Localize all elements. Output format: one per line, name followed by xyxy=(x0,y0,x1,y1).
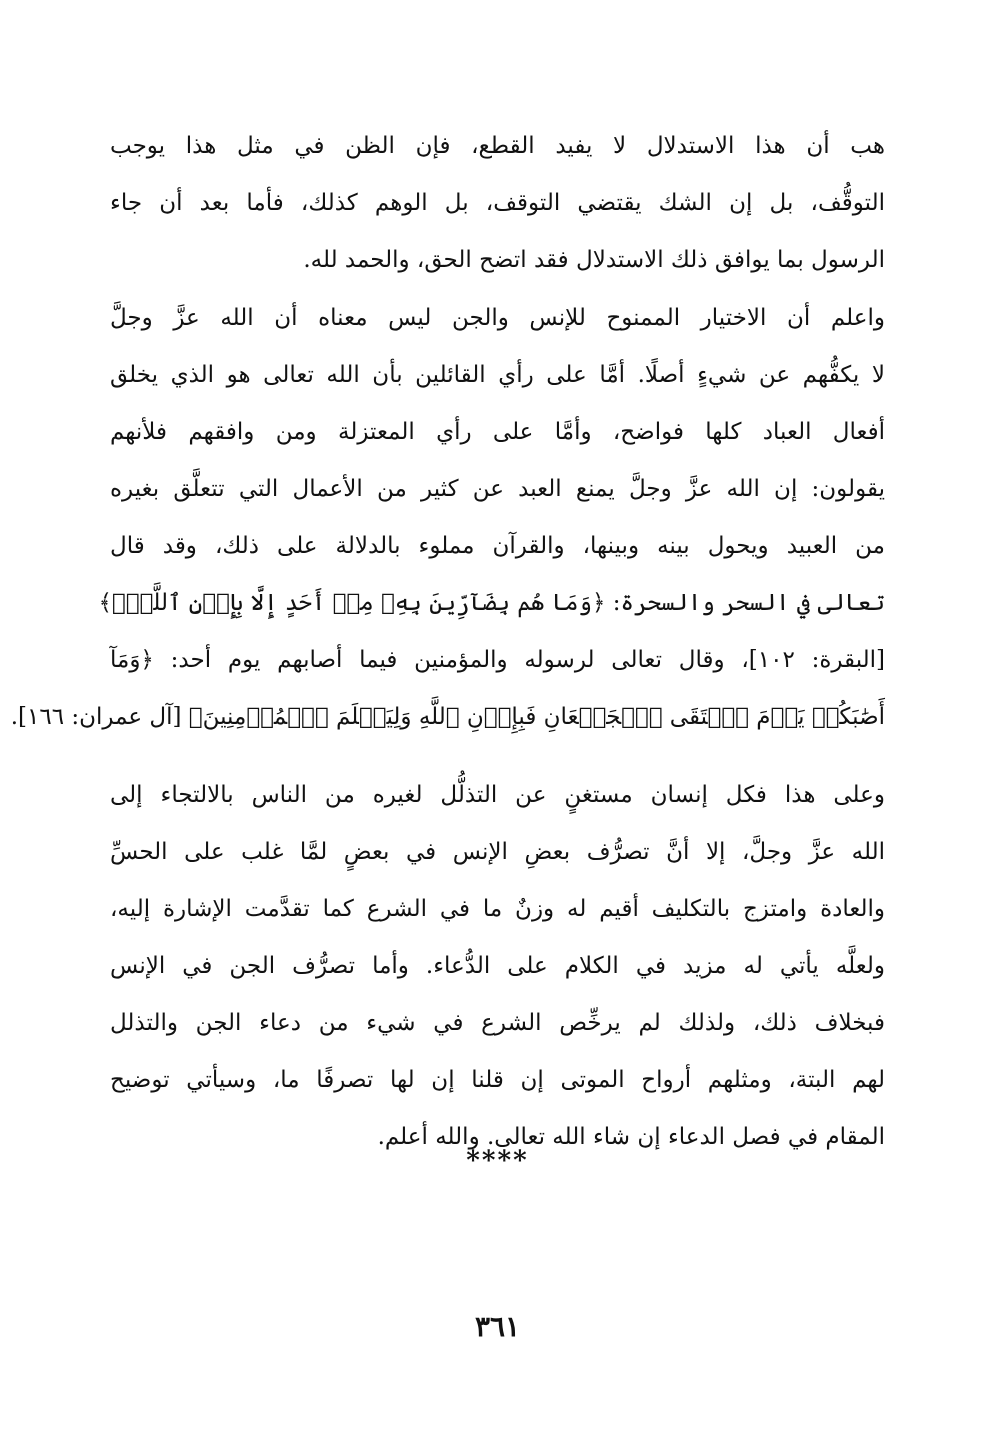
text-line: [البقرة: ١٠٢]، وقال تعالى لرسوله والمؤمنين فيما أصابهم يوم أحد: ﴿وَمَآ xyxy=(110,647,886,673)
text-line: ولعلَّه يأتي له مزيد في الكلام على الدُّعاء. وأما تصرُّف الجن في الإنس xyxy=(110,953,885,979)
text-line: المقام في فصل الدعاء إن شاء الله تعالى. والله أعلم. xyxy=(377,1124,885,1150)
text-line: الرسول بما يوافق ذلك الاستدلال فقد اتضح الحق، والحمد لله. xyxy=(303,247,885,273)
quran-verse-line: أَصَٰبَكُمۡ يَوۡمَ ٱلۡتَقَى ٱلۡجَمۡعَانِ فَبِإِذۡنِ ٱللَّهِ وَلِيَعۡلَمَ ٱلۡمُؤۡمِنِينَ﴾ [آل عمران: ١٦٦]. xyxy=(10,704,885,730)
text-line: والعادة وامتزج بالتكليف أقيم له وزنٌ ما في الشرع كما تقدَّمت الإشارة إليه، xyxy=(110,896,885,922)
paragraph-1 xyxy=(110,118,885,289)
paragraph-2 xyxy=(10,290,886,746)
text-line: التوقُّف، بل إن الشك يقتضي التوقف، بل الوهم كذلك، فأما بعد أن جاء xyxy=(110,190,885,216)
paragraph-3 xyxy=(110,767,885,1166)
text-line: لهم البتة، ومثلهم أرواح الموتى إن قلنا إن لها تصرفًا ما، وسيأتي توضيح xyxy=(110,1067,885,1093)
text-line: أفعال العباد كلها فواضح، وأمَّا على رأي المعتزلة ومن وافقهم فلأنهم xyxy=(110,419,885,445)
quran-verse-line: تعالى في السحر والسحرة: ﴿وَمَا هُم بِضَآرِّينَ بِهِۦ مِنۡ أَحَدٍ إِلَّا بِإِذۡنِ ٱللَّهِۚ﴾ xyxy=(98,590,885,616)
text-line: فبخلاف ذلك، ولذلك لم يرخِّص الشرع في شيء من دعاء الجن والتذلل xyxy=(110,1010,885,1036)
text-line: واعلم أن الاختيار الممنوح للإنس والجن ليس معناه أن الله عزَّ وجلَّ xyxy=(110,305,885,331)
text-line: وعلى هذا فكل إنسان مستغنٍ عن التذلُّل لغيره من الناس بالالتجاء إلى xyxy=(110,782,885,808)
text-line: لا يكفُّهم عن شيءٍ أصلًا. أمَّا على رأي القائلين بأن الله تعالى هو الذي يخلق xyxy=(110,362,885,388)
text-line: من العبيد ويحول بينه وبينها، والقرآن مملوء بالدلالة على ذلك، وقد قال xyxy=(110,533,885,559)
text-line: يقولون: إن الله عزَّ وجلَّ يمنع العبد عن كثير من الأعمال التي تتعلَّق بغيره xyxy=(110,476,885,502)
text-line: الله عزَّ وجلَّ، إلا أنَّ تصرُّف بعضِ الإنس في بعضٍ لمَّا غلب على الحسِّ xyxy=(110,839,885,865)
text-line: هب أن هذا الاستدلال لا يفيد القطع، فإن الظن في مثل هذا يوجب xyxy=(110,133,885,159)
section-divider: **** xyxy=(466,1146,529,1176)
page-number: ٣٦١ xyxy=(474,1310,521,1343)
